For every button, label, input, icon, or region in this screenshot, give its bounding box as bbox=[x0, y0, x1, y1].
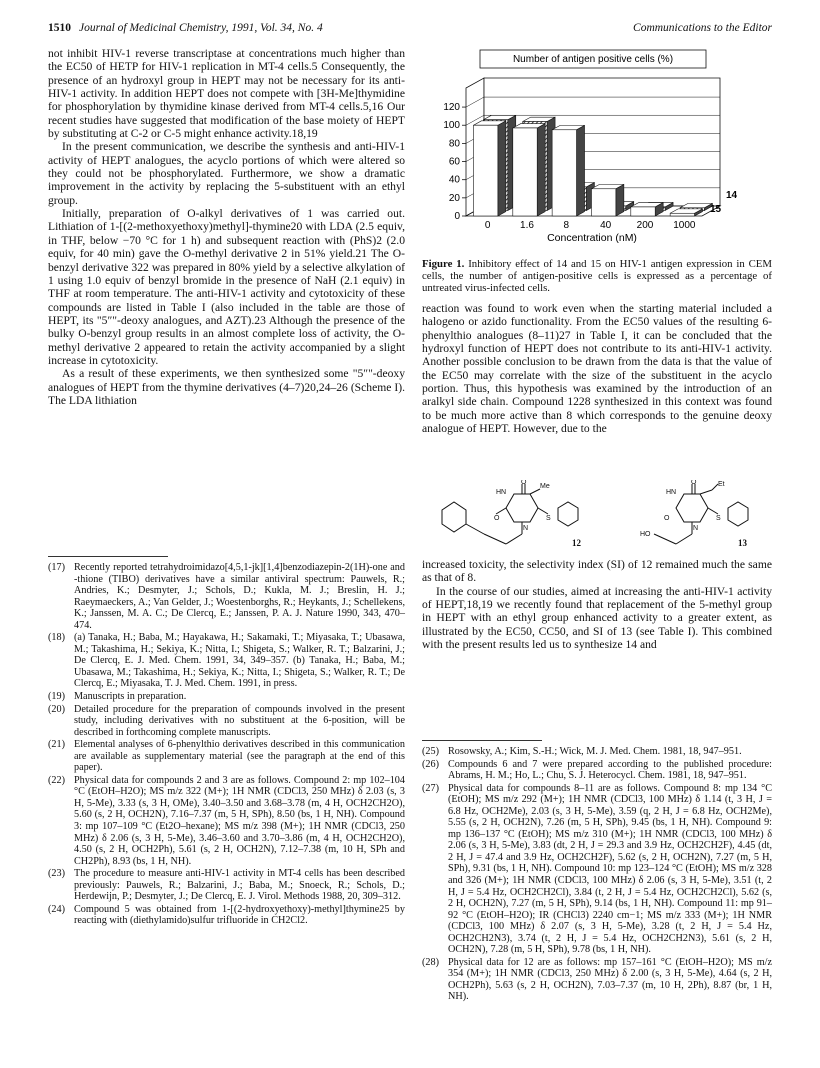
atom-o-13: O bbox=[691, 480, 697, 486]
paragraph: reaction was found to work even when the starting material included a halogeno or azido functionality. From the EC50 values of the resulting 6-phenylthio analogues (8–11)27 in Table I, it can be concluded that the hydroxyl function of HEPT does not contribute to its anti-HIV-1 activity. Another possible conclusion to be drawn from the data is that the value of the EC50 may correlate with the size of the substituent in the acyclo portion. Thus, this hypothesis was examined by the introduction of an aralkyl side chain. Compound 1228 synthesized in this context was found to be much more active than 8 which corresponds to the genuine deoxy analogue of HEPT. However, due to the bbox=[422, 302, 772, 436]
reference-text: Physical data for compounds 8–11 are as follows. Compound 8: mp 134 °C (EtOH); MS m/z 292 (M+); 1H NMR (CDCl3, 100 MHz) δ 1.14 (t, 3 H, J = 6.8 Hz, OCH2Me), 2.03 (s, 3 H, 5-Me), 3.59 (q, 2 H, J = 6.8 Hz, OCH2Me), 5.55 (s, 2 H, OCH2N), 7.26 (m, 5 H, SPh), 9.45 (bs, 1 H, NH). Compound 9: mp 136–137 °C (EtOH); MS m/z 310 (M+); 1H NMR (CDCl3, 100 MHz) δ 2.06 (s, 3 H, 5-Me), 3.83 (dt, 2 H, J = 29.3 and 3.9 Hz, OCH2CH2F), 4.45 (dt, 2 H, J = 47.4 and 3.9 Hz, OCH2CH2F), 5.62 (s, 2 H, OCH2N), 7.27 (m, 5 H, SPh), 9.31 (bs, 1 H, NH). Compound 10: mp 123–124 °C (EtOH); MS m/z 328 and 326 (M+); 1H NMR (CDCl3, 100 MHz) δ 2.06 (s, 3 H, 5-Me), 3.51 (t, 2 H, J = 5.4 Hz, OCH2CH2Cl), 3.84 (t, 2 H, J = 5.4 Hz, OCH2CH2Cl), 5.62 (s, 2 H, OCH2N), 7.27 (m, 5 H, SPh), 9.14 (bs, 1 H, NH). Compound 11: mp 91–92 °C (EtOH–H2O); IR (CHCl3) 2240 cm−1; MS m/z 333 (M+); 1H NMR (CDCl3, 100 MHz) δ 2.07 (s, 3 H, 5-Me), 3.28 (t, 2 H, J = 5.4 Hz, OCH2CH2N3), 3.74 (t, 2 H, J = 5.4 Hz, OCH2CH2N3), 5.61 (s, 2 H, OCH2N), 7.28 (m, 5 H, SPh), 9.78 (bs, 1 H, NH). bbox=[448, 782, 772, 956]
reference-number: (27) bbox=[422, 782, 439, 794]
bar-series-15 bbox=[670, 213, 694, 216]
reference-item bbox=[48, 562, 405, 631]
series-label-14: 14 bbox=[726, 190, 738, 201]
bar-series-15 bbox=[631, 207, 655, 216]
figure-label: Figure 1. bbox=[422, 258, 465, 270]
reference-text: Compound 5 was obtained from 1-[(2-hydroxyethoxy)-methyl]thymine25 by reacting with (diethylamido)sulfur trifluoride in CH2Cl2. bbox=[74, 903, 405, 927]
section-title: Communications to the Editor bbox=[633, 22, 772, 34]
reference-item bbox=[422, 746, 772, 758]
atom-s-12: S bbox=[546, 515, 551, 522]
reference-number: (24) bbox=[48, 903, 65, 915]
structure-12-drawing bbox=[442, 484, 578, 544]
figure-caption-text: Inhibitory effect of 14 and 15 on HIV-1 antigen expression in CEM cells, the number of antigen-positive cells is expressed as a percentage of untreated virus-infected cells. bbox=[422, 258, 773, 295]
right-column-body-top bbox=[422, 302, 772, 435]
structure-label-13: 13 bbox=[738, 538, 747, 548]
atom-o2-13: O bbox=[664, 515, 670, 522]
reference-number: (17) bbox=[48, 562, 65, 573]
footnote-rule-left bbox=[48, 556, 168, 557]
bar-series-15 bbox=[513, 128, 537, 216]
reference-text: (a) Tanaka, H.; Baba, M.; Hayakawa, H.; Sakamaki, T.; Miyasaka, T.; Ubasawa, M.; Takashima, H.; Sekiya, K.; Nitta, I.; Shigeta, S.; Walker, R. T.; Balzarini, J.; De Clercq, E. J. Med. Chem. 1991, 34, 349–357. (b) Tanaka, H.; Baba, M.; Ubasawa, M.; Takashima, H.; Sekiya, K.; Nitta, I.; Shigeta, S.; Walker, R. T.; De Clercq, E.; Miyasaka, T. J. Med. Chem. 1991, in press. bbox=[74, 632, 405, 690]
reference-item bbox=[48, 739, 405, 774]
reference-item bbox=[422, 759, 772, 782]
structure-drawing bbox=[422, 480, 772, 556]
bar-series-15-side bbox=[616, 184, 624, 216]
paragraph: not inhibit HIV-1 reverse transcriptase at concentrations much higher than the EC50 of HETP for HIV-1 replication in MT-4 cells.5 Consequently, the presence of an hydroxyl group in HEPT may not be necessary for its anti-HIV-1 activity. In addition HEPT does not compete with [3H-Me]thymidine for phosphorylation by thymidine kinase derived from MT-4 cells.5,16 Our recent studies have suggested that modification of the base moiety of HEPT by substituting at C-2 or C-5 might enhance activity.18,19 bbox=[48, 47, 405, 141]
footnote-rule-right bbox=[422, 740, 542, 741]
reference-item bbox=[48, 691, 405, 703]
chart-y-tick-label: 20 bbox=[448, 192, 460, 204]
bar-series-15-side bbox=[537, 124, 545, 216]
structure-label-12: 12 bbox=[572, 538, 581, 548]
chart-x-tick-label: 40 bbox=[600, 220, 612, 231]
paragraph: increased toxicity, the selectivity index (SI) of 12 remained much the same as that of 8. bbox=[422, 558, 772, 585]
reference-text: Physical data for 12 are as follows: mp 157–161 °C (EtOH–H2O); MS m/z 354 (M+); 1H NMR (CDCl3, 250 MHz) δ 2.00 (s, 3 H, 5-Me), 4.64 (s, 2 H, OCH2Ph), 5.63 (s, 2 H, OCH2N), 7.03–7.37 (m, 10 H, 2Ph), 8.87 (br, 1 H, NH). bbox=[448, 956, 772, 1003]
reference-text: Manuscripts in preparation. bbox=[74, 691, 187, 703]
figure-1-chart bbox=[420, 48, 772, 256]
references-right bbox=[422, 746, 772, 1004]
paragraph: As a result of these experiments, we then synthesized some "5″"-deoxy analogues of HEPT from the thymine derivatives (4–7)20,24–26 (Scheme I). The LDA lithiation bbox=[48, 367, 405, 407]
reference-text: Recently reported tetrahydroimidazo[4,5,1-jk][1,4]benzodiazepin-2(1H)-one and -thione (TIBO) derivatives have a similar antiviral spectrum: Pauwels, R.; Andries, K.; Desmyter, J.; Schols, D.; Kukla, M. J.; Breslin, H. J.; Raeymaeckers, A.; Van Gelder, J.; Woestenborghs, R.; Heykants, J.; Schellekens, K.; Janssen, M. A. C.; De Clercq, E.; Janssen, P. A. J. Nature 1990, 343, 470–474. bbox=[74, 562, 405, 631]
paragraph: In the present communication, we describe the synthesis and anti-HIV-1 activity of HEPT analogues, the acyclo portions of which were altered so they could not be phosphorylated. Furthermore, we show a dramatic improvement in the activity by replacing the 5-substituent with an ethyl group. bbox=[48, 140, 405, 207]
page-header bbox=[48, 22, 772, 40]
reference-number: (22) bbox=[48, 774, 65, 786]
page-number: 1510 bbox=[48, 22, 71, 34]
series-label-15: 15 bbox=[710, 204, 722, 215]
reference-item bbox=[48, 632, 405, 690]
chart-x-tick-label: 1.6 bbox=[520, 220, 534, 231]
atom-hn-12: HN bbox=[496, 489, 507, 496]
journal-citation: Journal of Medicinal Chemistry, 1991, Vol. 34, No. 4 bbox=[79, 22, 323, 34]
reference-number: (20) bbox=[48, 703, 65, 715]
reference-item bbox=[48, 904, 405, 927]
reference-text: Compounds 6 and 7 were prepared according to the published procedure: Abrams, H. M.; Ho, L.; Chu, S. J. Heterocycl. Chem. 1981, 18, 947–951. bbox=[448, 758, 772, 782]
chart-y-tick-label: 80 bbox=[448, 138, 460, 150]
atom-hn-13: HN bbox=[666, 489, 677, 496]
reference-item bbox=[48, 704, 405, 739]
reference-number: (28) bbox=[422, 956, 439, 968]
reference-number: (26) bbox=[422, 758, 439, 770]
references-left bbox=[48, 562, 405, 928]
chart-x-tick-label: 0 bbox=[484, 220, 491, 231]
bar-chart-svg bbox=[420, 48, 772, 256]
reference-number: (21) bbox=[48, 739, 65, 751]
reference-text: Rosowsky, A.; Kim, S.-H.; Wick, M. J. Med. Chem. 1981, 18, 947–951. bbox=[448, 746, 742, 757]
reference-text: Detailed procedure for the preparation of compounds involved in the present study, including derivatives with no substituent at the 6-position, will be described in forthcoming complete manuscripts. bbox=[74, 703, 405, 738]
paragraph: In the course of our studies, aimed at increasing the anti-HIV-1 activity of HEPT,18,19 we recently found that replacement of the 5-methyl group in HEPT with an ethyl group enhanced activity to a greater extent, as illustrated by the EC50, CC50, and SI of 13 (see Table I). This combined with the present results led us to synthesize 14 and bbox=[422, 584, 772, 652]
figure-caption bbox=[422, 258, 772, 295]
chemical-structures bbox=[422, 480, 772, 556]
atom-me-12: Me bbox=[540, 483, 550, 490]
atom-n-12: N bbox=[523, 525, 529, 532]
reference-number: (23) bbox=[48, 868, 65, 880]
reference-item bbox=[422, 783, 772, 956]
atom-n-13: N bbox=[693, 525, 699, 532]
chart-x-tick-label: 1000 bbox=[673, 220, 696, 231]
chart-y-tick-label: 100 bbox=[443, 120, 460, 132]
reference-item bbox=[48, 775, 405, 867]
atom-s-13: S bbox=[716, 515, 721, 522]
bar-series-15-side bbox=[498, 121, 506, 216]
reference-item bbox=[422, 957, 772, 1003]
paragraph: Initially, preparation of O-alkyl derivatives of 1 was carried out. Lithiation of 1-[(2-methoxyethoxy)methyl]-thymine20 with LDA (2.5 equiv, in THF, below −70 °C for 1 h) and subsequent reaction with (PhS)2 (2.0 equiv, for 40 min) gave the O-methyl derivative 2 in 51% yield.21 The O-benzyl derivative 322 was prepared in 80% yield by a selective alkylation of 1 using 1.0 equiv of benzyl bromide in the presence of NaH (2.1 equiv) in THF at room temperature. The anti-HIV-1 activity and cytotoxicity of these compounds are listed in Table I (also included in the table are those of HEPT, its "5″"-deoxy analogues, and AZT).23 Although the presence of the bulky O-benzyl group results in an almost complete loss of activity, the O-methyl derivative 2 appeared to retain the activity accompanied by a slight increase in cytotoxicity. bbox=[48, 207, 405, 367]
right-column-body-bottom bbox=[422, 558, 772, 651]
atom-et-13: Et bbox=[718, 481, 725, 488]
chart-x-tick-label: 200 bbox=[636, 220, 654, 231]
chart-x-axis-label: Concentration (nM) bbox=[547, 232, 637, 244]
reference-text: The procedure to measure anti-HIV-1 activity in MT-4 cells has been described previously: Pauwels, R.; Balzarini, J.; Baba, M.; Snoeck, R.; Schols, D.; Herdewijn, P.; Desmyter, J.; De Clercq, E. J. Virol. Methods 1988, 20, 309–312. bbox=[74, 868, 405, 903]
atom-o-12: O bbox=[521, 480, 527, 486]
reference-text: Physical data for compounds 2 and 3 are as follows. Compound 2: mp 102–104 °C (EtOH–H2O); MS m/z 322 (M+); 1H NMR (CDCl3, 250 MHz) δ 2.03 (s, 3 H, 5-Me), 3.33 (s, 3 H, OMe), 3.40–3.50 and 3.68–3.78 (m, 4 H, OCH2CH2O), 5.60 (s, 2 H, OCH2N), 7.16–7.37 (m, 5 H, SPh), 8.50 (bs, 1 H, NH). Compound 3: mp 107–109 °C (Et2O–hexane); MS m/z 398 (M+); 1H NMR (CDCl3, 250 MHz) δ 2.06 (s, 3 H, 5-Me), 3.46–3.60 and 3.70–3.86 (m, 4 H, OCH2CH2O), 4.50 (s, 2 H, OCH2Ph), 5.61 (s, 2 H, OCH2N), 7.12–7.38 (m, 10 H, SPh and CH2Ph), 8.93 (bs, 1 H, NH). bbox=[74, 774, 405, 867]
chart-y-tick-label: 0 bbox=[454, 211, 460, 222]
bar-series-15 bbox=[552, 130, 576, 216]
reference-number: (18) bbox=[48, 632, 65, 644]
bar-series-15 bbox=[473, 125, 497, 216]
structure-atom-labels bbox=[494, 480, 725, 538]
bar-series-15 bbox=[591, 189, 615, 216]
left-column-body bbox=[48, 47, 405, 407]
chart-y-tick-label: 60 bbox=[448, 156, 460, 168]
header-left bbox=[48, 22, 323, 34]
chart-y-tick-label: 40 bbox=[448, 174, 460, 186]
reference-number: (25) bbox=[422, 746, 439, 757]
chart-y-tick-label: 120 bbox=[443, 102, 460, 114]
bar-series-15-side bbox=[577, 125, 585, 216]
chart-x-tick-label: 8 bbox=[563, 220, 570, 231]
atom-o2-12: O bbox=[494, 515, 500, 522]
reference-text: Elemental analyses of 6-phenylthio derivatives described in this communication are available as supplementary material (see the paragraph at the end of this paper). bbox=[74, 739, 405, 774]
reference-item bbox=[48, 868, 405, 903]
atom-ho-13: HO bbox=[640, 531, 651, 538]
chart-title: Number of antigen positive cells (%) bbox=[512, 54, 674, 65]
reference-number: (19) bbox=[48, 691, 65, 703]
